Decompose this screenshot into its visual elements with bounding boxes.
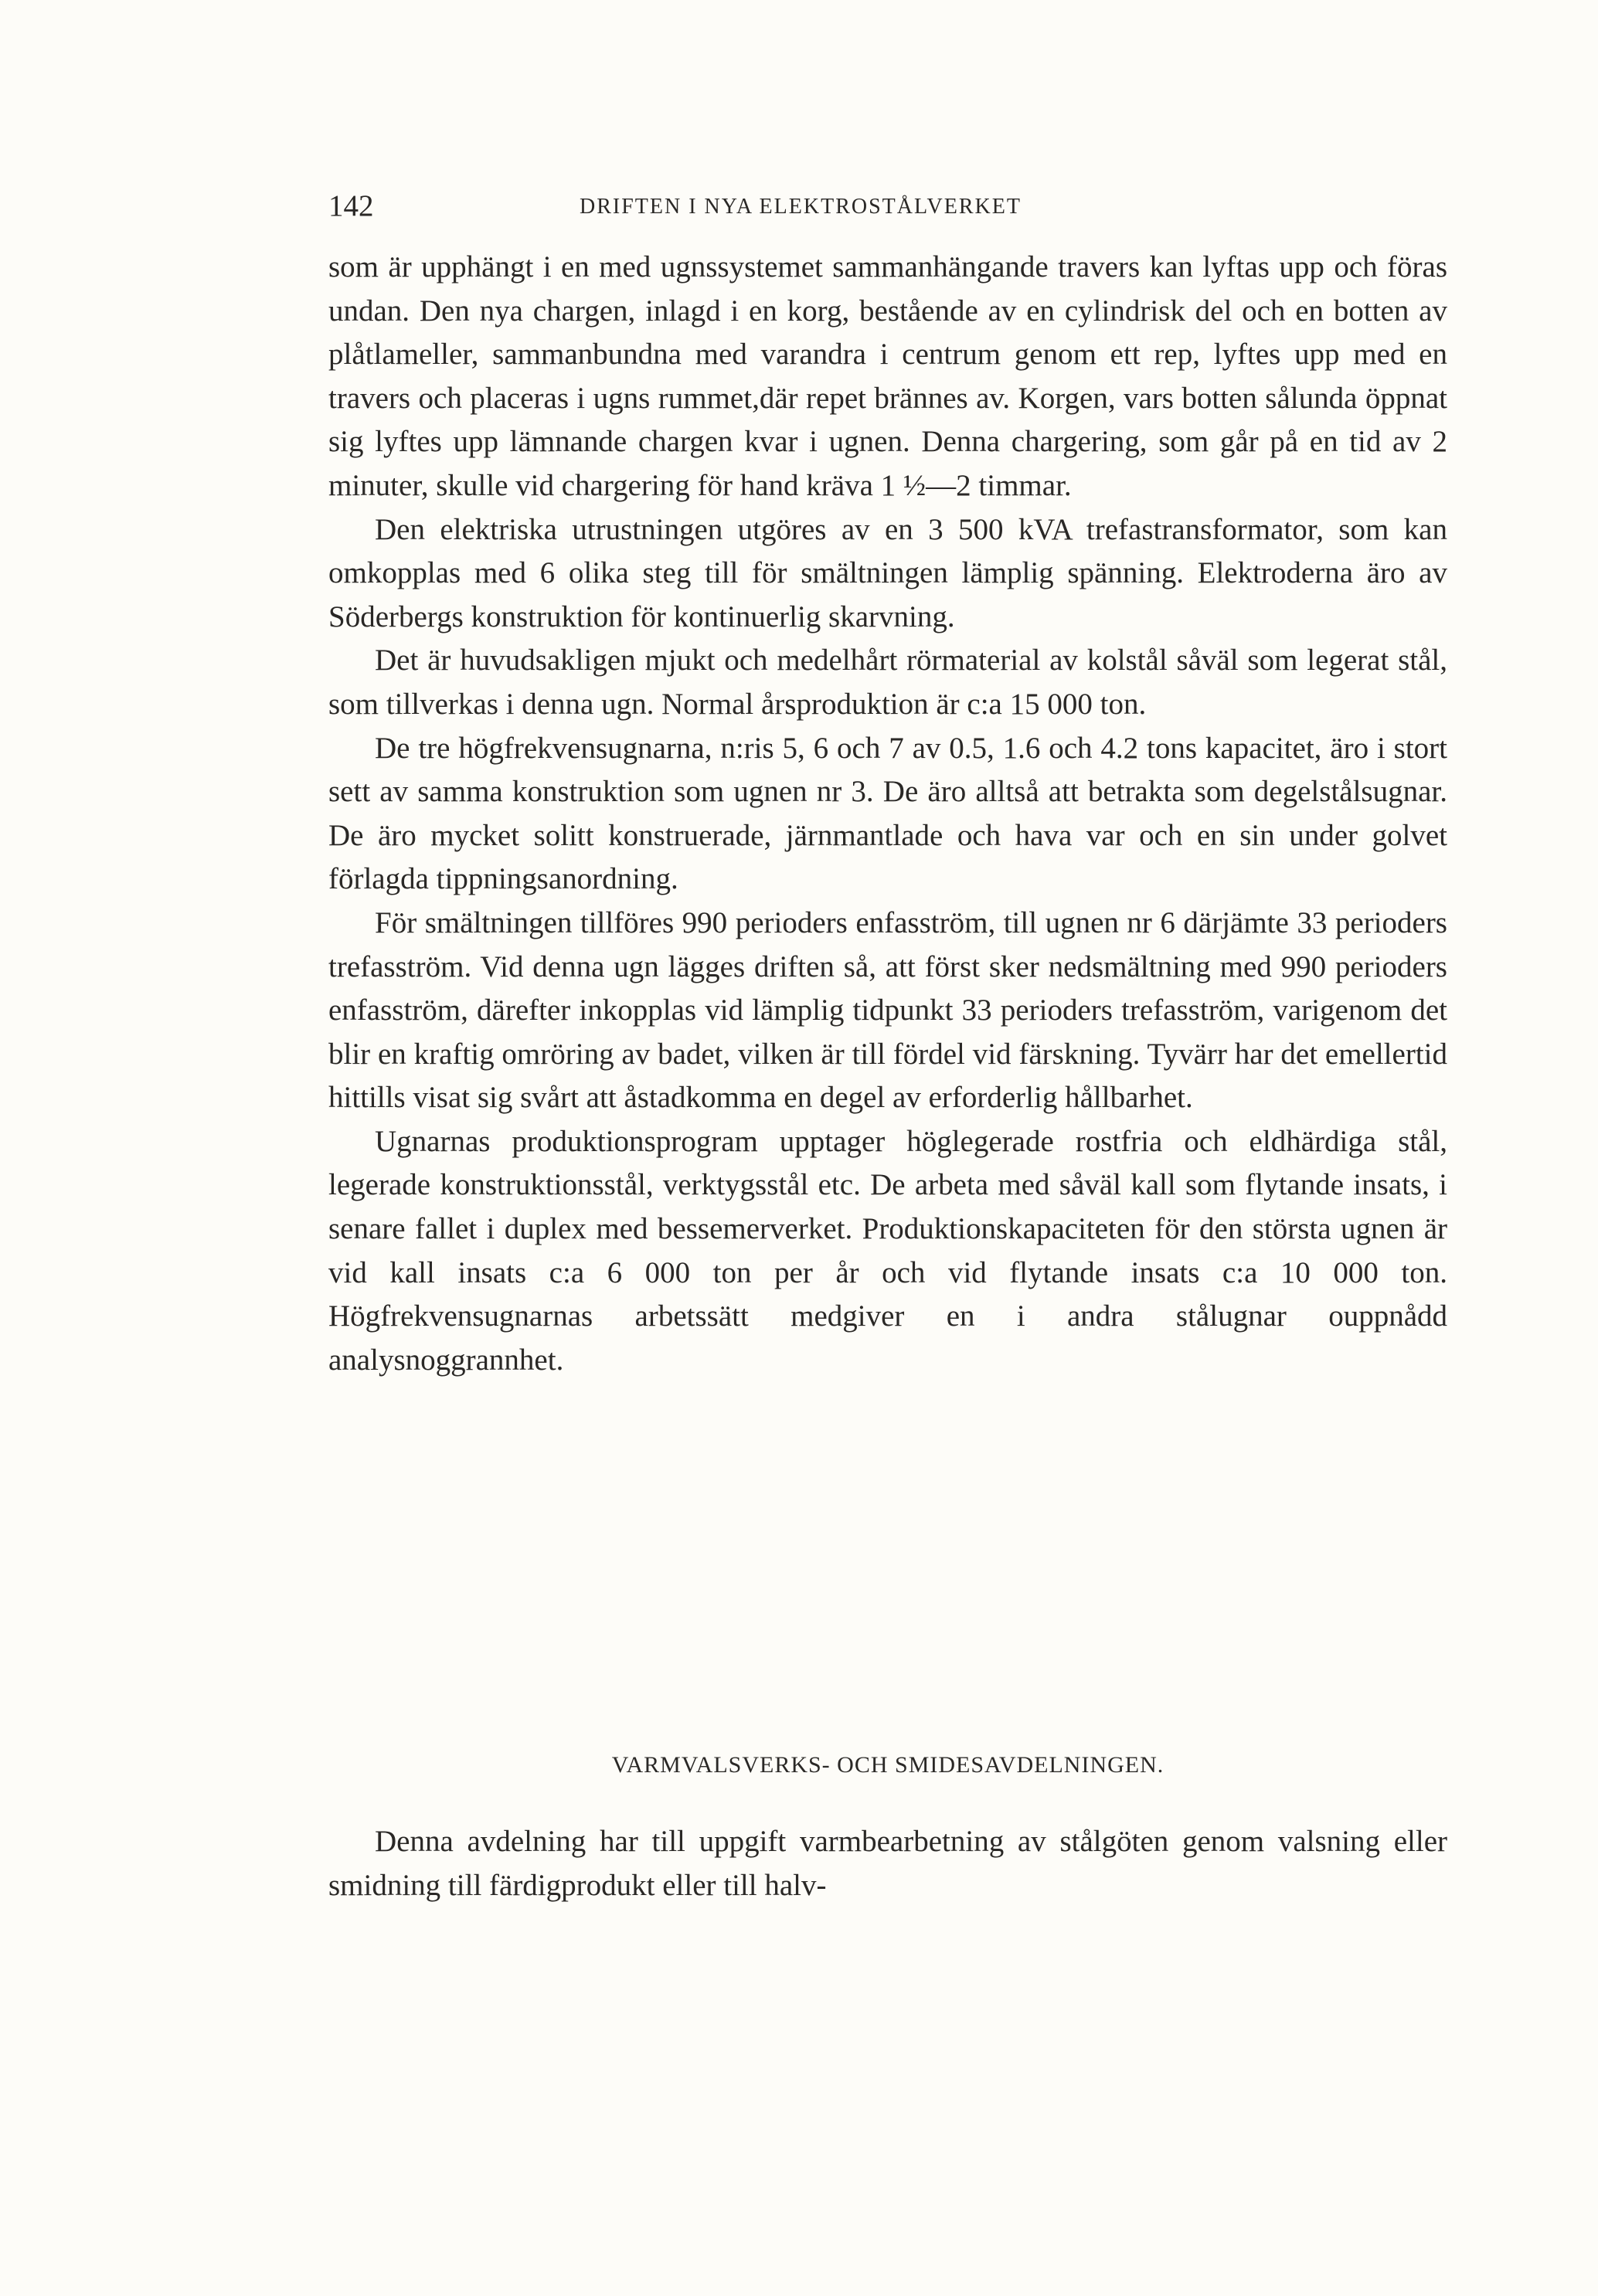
body-text [328,246,1447,1382]
paragraph-6: Ugnarnas produktionsprogram upptager höglegerade rostfria och eldhärdiga stål, legerade konstruktionsstål, verktygsstål etc. De arbeta med såväl kall som flytande insats, i senare fallet i duplex med bessemerverket. Produktionskapaciteten för den största ugnen är vid kall insats c:a 6 000 ton per år och vid flytande insats c:a 10 000 ton. Högfrekvensugnarnas arbetssätt medgiver en i andra stålugnar ouppnådd analysnoggrannhet. [328,1124,1447,1377]
paragraph-1: som är upphängt i en med ugnssystemet sammanhängande travers kan lyftas upp och föras undan. Den nya chargen, inlagd i en korg, bestående av en cylindrisk del och en botten av plåtlameller, sammanbundna med varandra i centrum genom ett rep, lyftes upp med en travers och placeras i ugns rummet,där repet brännes av. Korgen, vars botten sålunda öppnat sig lyftes upp lämnande chargen kvar i ugnen. Denna chargering, som går på en tid av 2 minuter, skulle vid chargering för hand kräva 1 ½—2 timmar. [328,250,1447,502]
running-title: DRIFTEN I NYA ELEKTROSTÅLVERKET [580,195,1022,219]
section-text [328,1820,1447,1907]
paragraph-2: Den elektriska utrustningen utgöres av en 3 500 kVA trefastransformator, som kan omkopplas med 6 olika steg till för smältningen lämplig spänning. Elektroderna äro av Söderbergs konstruktion för kontinuerlig skarvning. [328,512,1447,633]
section-heading: VARMVALSVERKS- OCH SMIDESAVDELNINGEN. [611,1752,1164,1778]
paragraph-5: För smältningen tillföres 990 perioders enfasström, till ugnen nr 6 därjämte 33 perioders trefasström. Vid denna ugn lägges driften så, att först sker nedsmältning med 990 perioders enfasström, därefter inkopplas vid lämplig tidpunkt 33 perioders trefasström, varigenom det blir en kraftig omröring av badet, vilken är till fördel vid färskning. Tyvärr har det emellertid hittills visat sig svårt att åstadkomma en degel av erforderlig hållbarhet. [328,905,1447,1115]
page-number: 142 [328,189,374,222]
page-header [328,189,1447,226]
paragraph-3: Det är huvudsakligen mjukt och medelhårt rörmaterial av kolstål såväl som legerat stål, som tillverkas i denna ugn. Normal årsproduktion är c:a 15 000 ton. [328,644,1447,721]
section-paragraph: Denna avdelning har till uppgift varmbearbetning av stålgöten genom valsning eller smidning till färdigprodukt eller till halv- [328,1825,1447,1902]
paragraph-4: De tre högfrekvensugnarna, n:ris 5, 6 och 7 av 0.5, 1.6 och 4.2 tons kapacitet, äro i stort sett av samma konstruktion som ugnen nr 3. De äro alltså att betrakta som degelstålsugnar. De äro mycket solitt konstruerade, järnmantlade och hava var och en sin under golvet förlagda tippningsanordning. [328,731,1447,896]
